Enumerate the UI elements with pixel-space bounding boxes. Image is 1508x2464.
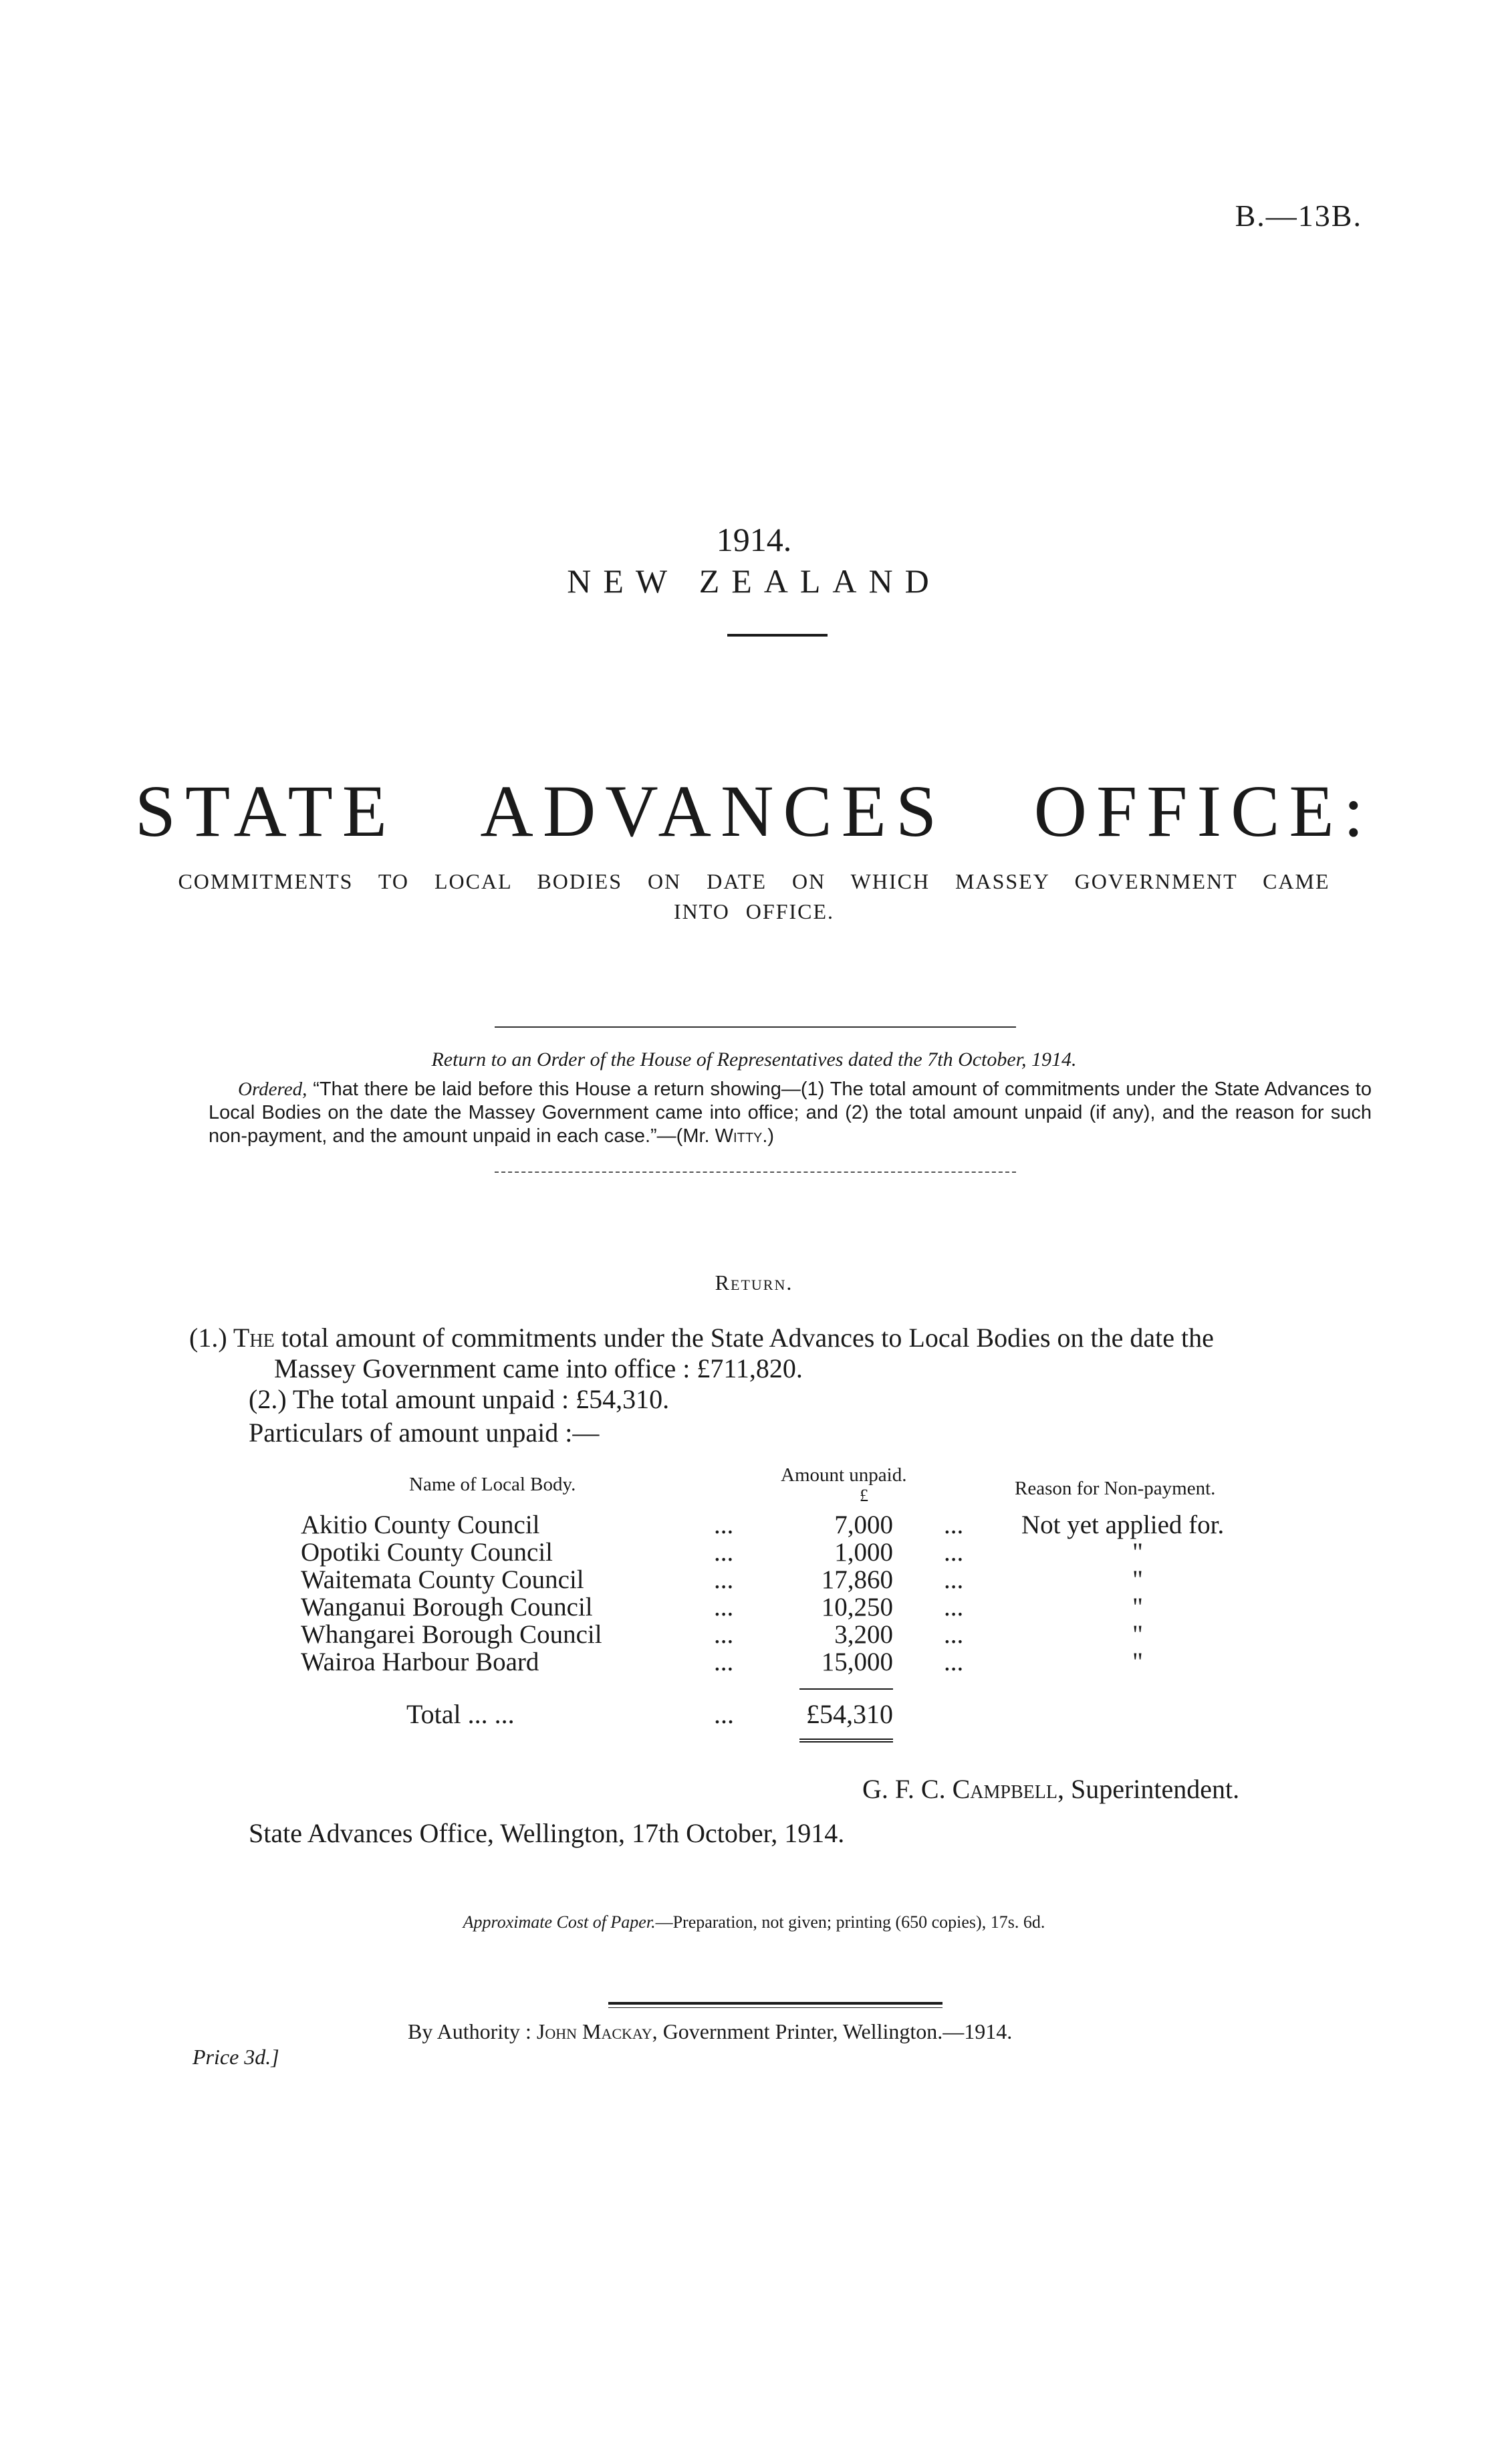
- return-item-1: [189, 1323, 1366, 1353]
- table-row: [0, 1619, 1508, 1648]
- printer-authority: [408, 2019, 1012, 2044]
- signatory-name: G. F. C. Campbell,: [862, 1774, 1064, 1804]
- country-heading: NEW ZEALAND: [567, 562, 941, 600]
- leader-dots: ...: [944, 1593, 964, 1621]
- column-header-amount: Amount unpaid.: [781, 1464, 907, 1486]
- total-amount: £54,310: [806, 1699, 893, 1729]
- reason-ditto: ": [1132, 1565, 1143, 1594]
- table-row: [0, 1565, 1508, 1593]
- return-item-2: (2.) The total amount unpaid : £54,310.: [249, 1384, 670, 1414]
- return-item-1-text: total amount of commitments under the State Advances to Local Bodies on the date the: [281, 1323, 1214, 1353]
- column-header-name: Name of Local Body.: [409, 1474, 576, 1495]
- amount-unpaid: 1,000: [834, 1538, 893, 1567]
- reason-ditto: ": [1132, 1620, 1143, 1649]
- leader-dots: ...: [714, 1510, 734, 1539]
- cost-label: Approximate Cost of Paper.: [463, 1912, 656, 1932]
- page-title: STATE ADVANCES OFFICE:: [134, 770, 1374, 852]
- local-body-name: Waitemata County Council: [301, 1565, 584, 1594]
- document-reference: B.—13B.: [1235, 199, 1362, 233]
- reason-ditto: ": [1132, 1593, 1143, 1621]
- leader-dots: ...: [944, 1620, 964, 1649]
- subtitle: COMMITMENTS TO LOCAL BODIES ON DATE ON WHICH MASSEY GOVERNMENT CAME: [178, 869, 1330, 893]
- table-row: [0, 1537, 1508, 1565]
- leader-dots: ...: [944, 1648, 964, 1676]
- cost-note: [0, 1912, 1508, 1932]
- amount-unpaid: 17,860: [821, 1565, 893, 1594]
- return-item-1-continued: Massey Government came into office : £711,820.: [274, 1353, 803, 1383]
- local-body-name: Opotiki County Council: [301, 1538, 553, 1567]
- leader-dots: ...: [944, 1510, 964, 1539]
- leader-dots: ...: [944, 1538, 964, 1567]
- total-rule: [799, 1688, 893, 1690]
- leader-dots: ...: [944, 1565, 964, 1594]
- leader-dots: ...: [714, 1593, 734, 1621]
- price: Price 3d.]: [193, 2045, 279, 2069]
- divider: [608, 2007, 943, 2008]
- column-header-unit: £: [860, 1486, 868, 1505]
- cost-text: —Preparation, not given; printing (650 copies), 17s. 6d.: [655, 1912, 1045, 1932]
- local-body-name: Wairoa Harbour Board: [301, 1648, 539, 1676]
- divider: [608, 2002, 943, 2005]
- place-and-date: State Advances Office, Wellington, 17th October, 1914.: [249, 1818, 845, 1848]
- total-double-rule: [799, 1739, 893, 1743]
- local-body-name: Whangarei Borough Council: [301, 1620, 602, 1649]
- member-name: Witty.): [715, 1125, 775, 1147]
- amount-unpaid: 15,000: [821, 1648, 893, 1676]
- amount-unpaid: 7,000: [834, 1510, 893, 1539]
- divider: [495, 1026, 1016, 1028]
- divider: [727, 634, 828, 637]
- amount-unpaid: 10,250: [821, 1593, 893, 1621]
- table-row: [0, 1592, 1508, 1620]
- leader-dots: ...: [714, 1538, 734, 1567]
- subtitle-continued: INTO OFFICE.: [673, 899, 835, 923]
- reason-ditto: ": [1132, 1648, 1143, 1676]
- amount-unpaid: 3,200: [834, 1620, 893, 1649]
- order-body: “That there be laid before this House a return showing—(1) The total amount of commitments under the State Advances to Local Bodies on the date the Massey Government came into office; and (2) the total amount unpaid (if any), and the reason for such non-payment, and the amount unpaid in each case.”—(Mr.: [209, 1079, 1372, 1147]
- signature: [862, 1773, 1239, 1805]
- printer-name: John Mackay,: [536, 2019, 658, 2043]
- leader-dots: ...: [714, 1648, 734, 1676]
- authority-suffix: Government Printer, Wellington.—1914.: [662, 2019, 1013, 2043]
- signatory-role: Superintendent.: [1070, 1774, 1240, 1804]
- leader-dots: ...: [714, 1565, 734, 1594]
- order-text: [209, 1078, 1372, 1148]
- total-label: Total ... ...: [406, 1699, 515, 1729]
- column-header-reason: Reason for Non-payment.: [1015, 1478, 1216, 1499]
- order-title: Return to an Order of the House of Representatives dated the 7th October, 1914.: [431, 1048, 1077, 1071]
- table-row: [0, 1510, 1508, 1538]
- table-row: [0, 1647, 1508, 1675]
- local-body-name: Wanganui Borough Council: [301, 1593, 593, 1621]
- return-heading: Return.: [715, 1270, 793, 1295]
- document-year: 1914.: [716, 521, 792, 558]
- return-item-1-lead: (1.) The: [189, 1323, 275, 1353]
- leader-dots: ...: [714, 1699, 734, 1729]
- reason: Not yet applied for.: [1021, 1510, 1225, 1539]
- ordered-label: Ordered,: [238, 1079, 307, 1100]
- reason-ditto: ": [1132, 1538, 1143, 1567]
- leader-dots: ...: [714, 1620, 734, 1649]
- local-body-name: Akitio County Council: [301, 1510, 540, 1539]
- divider: [495, 1171, 1016, 1173]
- authority-prefix: By Authority :: [408, 2019, 531, 2043]
- particulars-label: Particulars of amount unpaid :—: [249, 1418, 600, 1448]
